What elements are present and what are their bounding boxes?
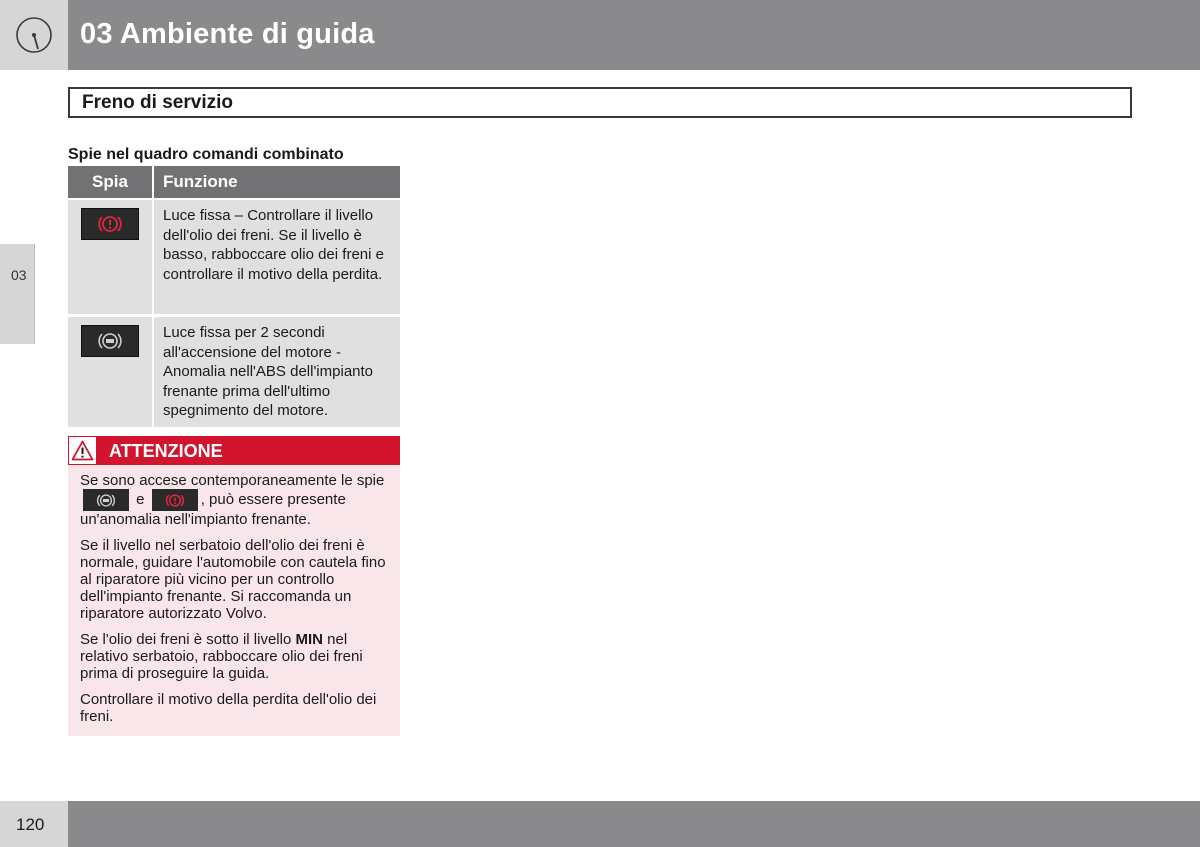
warning-p3-before: Se l'olio dei freni è sotto il livello [80,631,292,648]
gauge-icon [14,15,54,55]
page-number: 120 [16,815,45,834]
header-icon-box [0,0,68,70]
warning-triangle-wrapper [68,436,97,465]
inline-brake-lamp [152,489,198,511]
chapter-side-tab-label: 03 [11,267,27,283]
brake-warning-icon [97,213,123,235]
lamp-box [81,325,139,357]
warning-paragraph-4: Controllare il motivo della perdita dell'olio dei freni. [80,691,377,725]
inline-abs-lamp [83,489,129,511]
chapter-title: 03 Ambiente di guida [80,18,375,50]
warning-box [68,436,400,736]
lamp-icon-cell [68,317,154,427]
column-header-funzione: Funzione [154,166,400,200]
warning-paragraph-3 [80,631,392,682]
abs-warning-icon [97,330,123,352]
section-title: Freno di servizio [82,92,233,113]
lamps-heading: Spie nel quadro comandi combinato [68,146,344,163]
warning-header [68,436,400,465]
warning-p3-after: nel relativo serbatoio, rabboccare olio dei freni prima di proseguire la guida. [80,631,363,682]
lamp-description: Luce fissa – Controllare il livello dell'olio dei freni. Se il livello è basso, rabboccare olio dei freni e controllare il motivo della perdita. [154,200,400,317]
section-title-box [68,87,1132,118]
footer-bar [68,801,1200,847]
table-row [68,200,400,317]
warning-p3-bold: MIN [295,631,323,648]
brake-warning-icon [165,492,185,509]
warning-p1-before: Se sono accese contemporaneamente le spie [80,472,385,489]
warning-p1-after: , può essere presente un'anomalia nell'impianto frenante. [80,490,346,528]
warning-paragraph-1 [80,472,392,528]
warning-p1-middle: e [136,490,145,508]
lamp-box [81,208,139,240]
abs-warning-icon [96,492,116,509]
warning-triangle-icon [71,440,94,461]
table-row [68,317,400,427]
chapter-side-tab [0,244,35,344]
warning-title: ATTENZIONE [109,441,223,461]
warning-body [80,472,392,734]
lamp-icon-cell [68,200,154,317]
lamp-description: Luce fissa per 2 secondi all'accensione del motore - Anomalia nell'ABS dell'impianto frenante prima dell'ultimo spegnimento del motore. [154,317,400,427]
column-header-spia: Spia [68,166,154,200]
warning-paragraph-2: Se il livello nel serbatoio dell'olio dei freni è normale, guidare l'automobile con cautela fino al riparatore più vicino per un controllo dell'impianto frenante. Si raccomanda un riparatore autorizzato Volvo. [80,537,386,622]
table-header-row [68,166,400,200]
lamps-table [68,166,400,427]
